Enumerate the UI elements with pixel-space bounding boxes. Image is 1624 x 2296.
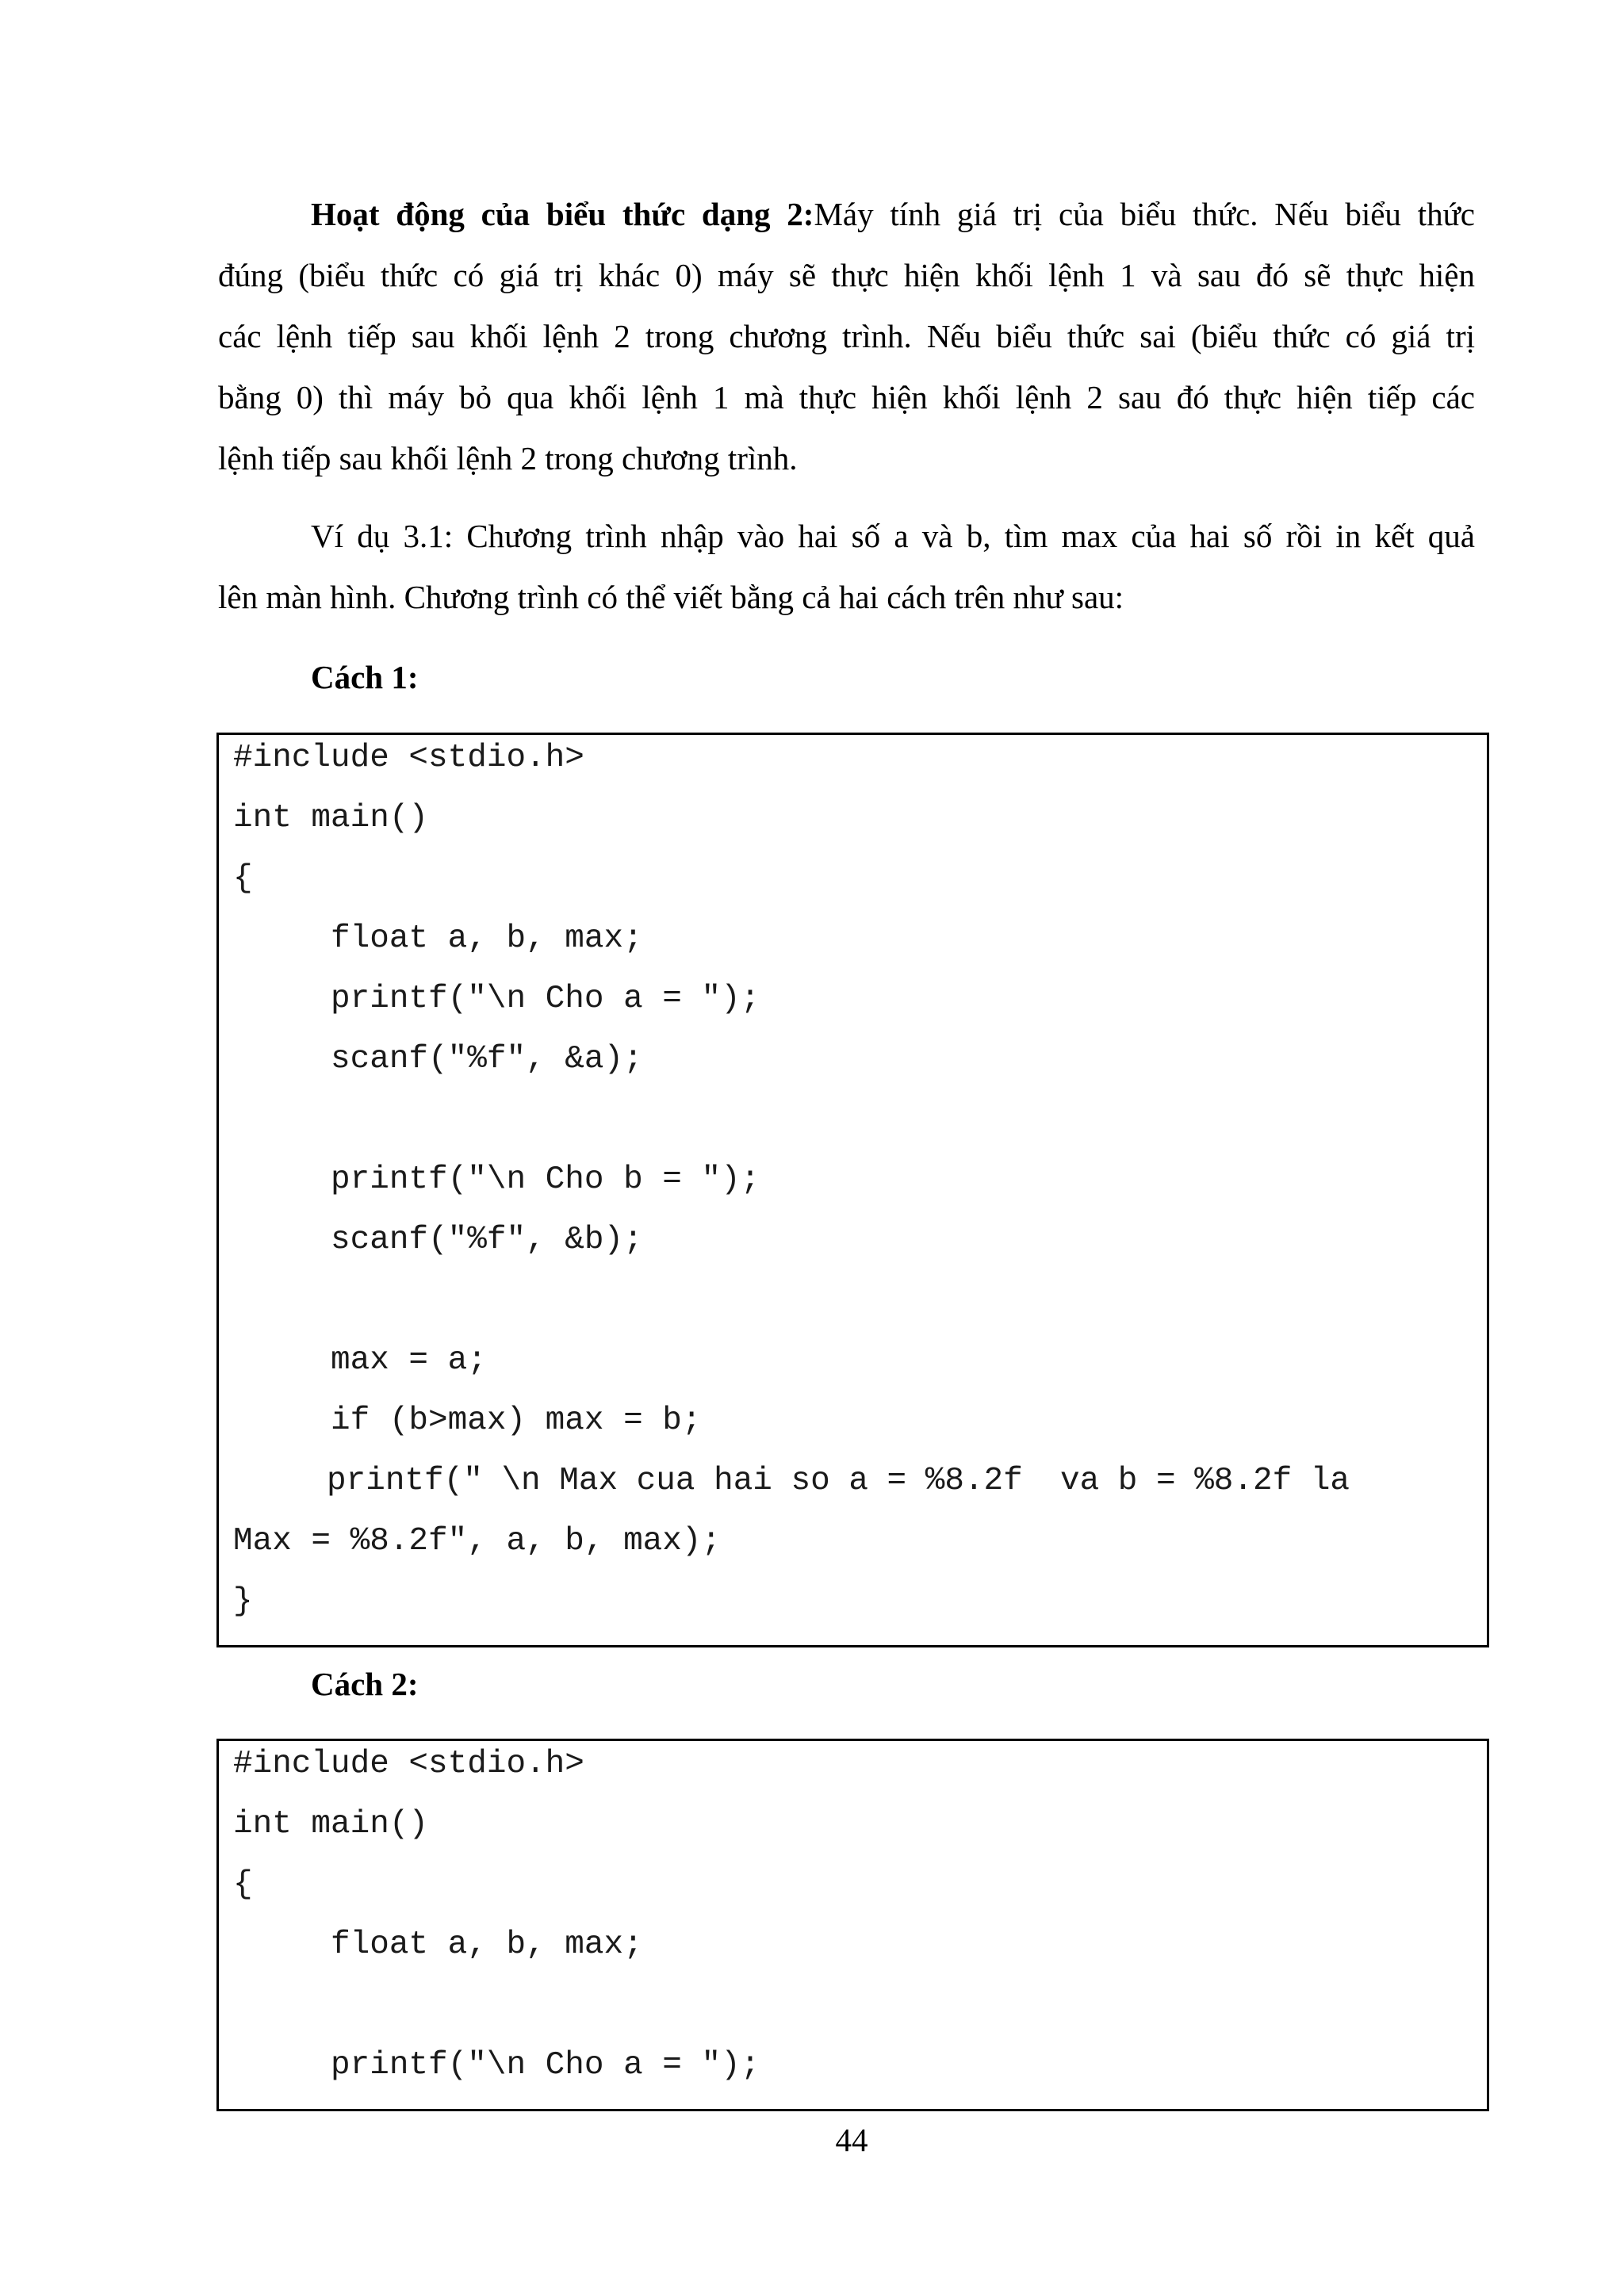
paragraph-line: đúng (biểu thức có giá trị khác 0) máy sẽ thực hiện khối lệnh 1 và sau đó sẽ thực hiện <box>218 257 1475 293</box>
paragraph-expression-form-2 <box>218 184 1475 489</box>
bold-lead-phrase: Hoạt động của biểu thức dạng 2: <box>311 196 814 232</box>
code-block-cach-2 <box>216 1739 1489 2111</box>
paragraph-line: bằng 0) thì máy bỏ qua khối lệnh 1 mà thực hiện khối lệnh 2 sau đó thực hiện tiếp các <box>218 379 1475 415</box>
paragraph-line: Ví dụ 3.1: Chương trình nhập vào hai số a và b, tìm max của hai số rồi in kết quả <box>311 518 1475 554</box>
code-line: Max = %8.2f", a, b, max); <box>233 1523 722 1559</box>
paragraph-line: lên màn hình. Chương trình có thể viết bằng cả hai cách trên như sau: <box>218 579 1124 615</box>
code-line: scanf("%f", &b); <box>233 1222 643 1258</box>
code-line: float a, b, max; <box>233 1927 643 1963</box>
paragraph-line: các lệnh tiếp sau khối lệnh 2 trong chương trình. Nếu biểu thức sai (biểu thức có giá trị <box>218 318 1475 354</box>
code-line: float a, b, max; <box>233 920 643 957</box>
code-line: scanf("%f", &a); <box>233 1041 643 1077</box>
code-line: printf("\n Cho a = "); <box>233 2047 760 2084</box>
code-line: int main() <box>233 1806 429 1843</box>
heading-cach-1: Cách 1: <box>311 659 419 695</box>
paragraph-line: lệnh tiếp sau khối lệnh 2 trong chương trình. <box>218 440 798 476</box>
heading-cach-2: Cách 2: <box>311 1666 419 1702</box>
code-line: #include <stdio.h> <box>233 740 584 776</box>
code-line: printf("\n Cho b = "); <box>233 1161 760 1198</box>
code-block-cach-1 <box>216 733 1489 1647</box>
code-line: printf("\n Cho a = "); <box>233 981 760 1017</box>
paragraph-text: Máy tính giá trị của biểu thức. Nếu biểu thức <box>814 196 1476 232</box>
paragraph-example-3-1 <box>218 506 1475 628</box>
code-line: { <box>233 860 253 897</box>
code-line: } <box>233 1583 253 1620</box>
paragraph-line <box>218 184 1475 245</box>
code-line: max = a; <box>233 1342 487 1379</box>
code-line: if (b>max) max = b; <box>233 1402 702 1439</box>
code-line: int main() <box>233 800 429 836</box>
page-number: 44 <box>835 2122 868 2158</box>
code-line: printf(" \n Max cua hai so a = %8.2f va b = %8.2f la <box>233 1463 1350 1499</box>
code-line: { <box>233 1866 253 1903</box>
code-line: #include <stdio.h> <box>233 1746 584 1782</box>
